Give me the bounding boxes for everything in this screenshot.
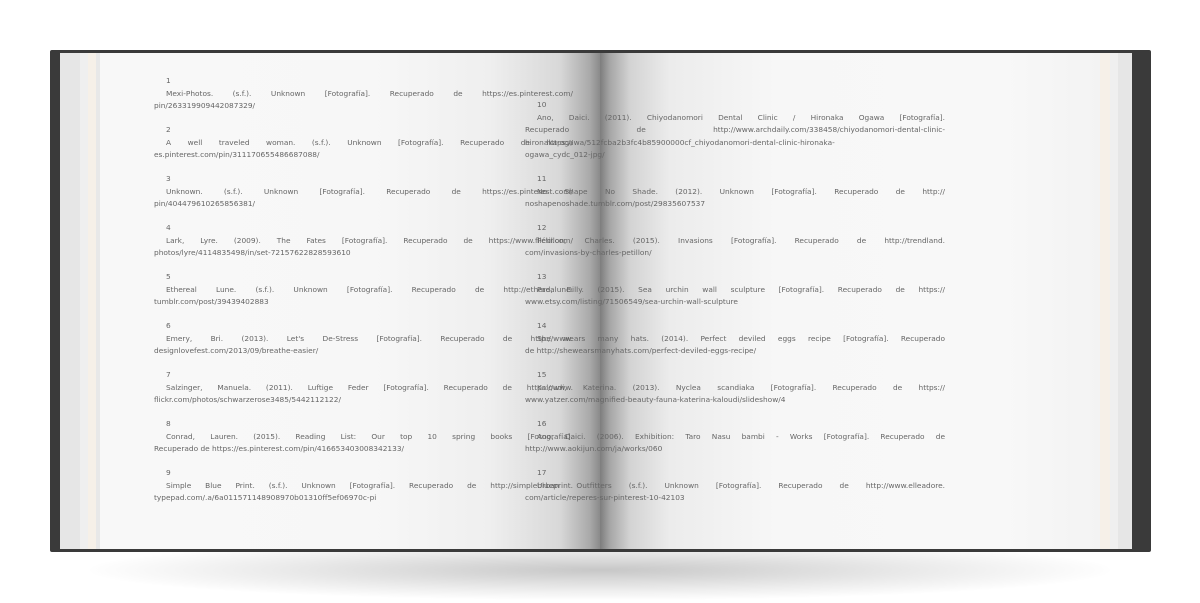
reference-text-line: Conrad, Lauren. (2015). Reading List: Our top 10 spring books [Fotografía].: [166, 431, 573, 441]
reference-item: [154, 369, 573, 407]
reference-text-line: Emery, Bri. (2013). Let's De-Stress [Fotografía]. Recuperado de http://www.: [166, 333, 573, 343]
reference-number: 6: [166, 321, 171, 330]
reference-text-line: Unknown. (s.f.). Unknown [Fotografía]. Recuperado de https://es.pinterest.com/: [166, 186, 573, 196]
reference-item: [525, 369, 945, 407]
reference-text-line: Lark, Lyre. (2009). The Fates [Fotografía]. Recuperado de https://www.flickr.com/: [166, 235, 573, 245]
reference-text-line: com/article/reperes-sur-pinterest-10-42103: [525, 493, 685, 503]
reference-item: [525, 173, 945, 211]
reference-number: 9: [166, 468, 171, 477]
reference-text-line: Ano, Daici. (2011). Chiyodanomori Dental Clinic / Hironaka Ogawa [Fotografía].: [537, 112, 945, 122]
reference-item: [154, 124, 573, 162]
reference-text-line: Recuperado de https://es.pinterest.com/pin/416653403008342133/: [154, 444, 405, 454]
reference-text-line: www.yatzer.com/magnified-beauty-fauna-katerina-kaloudi/slideshow/4: [525, 395, 786, 405]
reference-number: 13: [537, 272, 547, 281]
reference-number: 17: [537, 468, 547, 477]
reference-text-line: Simple Blue Print. (s.f.). Unknown [Fotografía]. Recuperado de http://simpleblueprint.: [166, 480, 573, 490]
reference-item: [154, 467, 573, 505]
reference-item: [525, 467, 945, 505]
reference-item: [154, 418, 573, 456]
reference-text-line: Pétillon, Charles. (2015). Invasions [Fotografía]. Recuperado de http://trendland.: [537, 235, 945, 245]
reference-text-line: http://www.aokijun.com/ja/works/060: [525, 444, 663, 454]
reference-item: [154, 173, 573, 211]
reference-item: [154, 222, 573, 260]
reference-number: 14: [537, 321, 547, 330]
reference-text-line: Ano, Daici. (2006). Exhibition: Taro Nasu bambi - Works [Fotografía]. Recuperado de: [537, 431, 945, 441]
reference-text-line: She wears many hats. (2014). Perfect deviled eggs recipe [Fotografía]. Recuperado: [537, 333, 945, 343]
reference-item: [525, 99, 945, 162]
reference-text-line: photos/lyre/4114835498/in/set-72157622828593610: [154, 248, 351, 258]
reference-number: 8: [166, 419, 171, 428]
reference-text-line: Ethereal Lune. (s.f.). Unknown [Fotografía]. Recuperado de http://etherealune.: [166, 284, 573, 294]
reference-text-line: Salzinger, Manuela. (2011). Luftige Feder [Fotografía]. Recuperado de https://www.: [166, 382, 573, 392]
reference-number: 2: [166, 125, 171, 134]
reference-number: 15: [537, 370, 547, 379]
reference-item: [154, 271, 573, 309]
reference-item: [525, 418, 945, 456]
reference-text-line: de http://shewearsmanyhats.com/perfect-deviled-eggs-recipe/: [525, 346, 757, 356]
reference-item: [525, 271, 945, 309]
reference-text-line: noshapenoshade.tumblr.com/post/29835607537: [525, 199, 706, 209]
reference-text-line: designlovefest.com/2013/09/breathe-easier/: [154, 346, 319, 356]
reference-text-line: Urban Outfitters (s.f.). Unknown [Fotografía]. Recuperado de http://www.elleadore.: [537, 480, 945, 490]
reference-number: 11: [537, 174, 547, 183]
reference-text-line: ogawa_cydc_012-jpg/: [525, 150, 605, 160]
page-edge-right-3: [1118, 53, 1132, 549]
reference-text-line: hironaka-ogawa/512fcba2b3fc4b85900000cf_chiyodanomori-dental-clinic-hironaka-: [525, 137, 835, 147]
reference-item: [154, 75, 573, 113]
reference-number: 16: [537, 419, 547, 428]
reference-text-line: No Shape No Shade. (2012). Unknown [Fotografía]. Recuperado de http://: [537, 186, 945, 196]
reference-number: 5: [166, 272, 171, 281]
reference-text-line: typepad.com/.a/6a011571148908970b01310ff5ef06970c-pi: [154, 493, 377, 503]
reference-number: 1: [166, 76, 171, 85]
reference-text-line: flickr.com/photos/schwarzerose3485/5442112122/: [154, 395, 341, 405]
reference-number: 7: [166, 370, 171, 379]
reference-text-line: Recuperado de http://www.archdaily.com/338458/chiyodanomori-dental-clinic-: [525, 125, 945, 135]
reference-item: [525, 222, 945, 260]
reference-text-line: Kaloudi, Katerina. (2013). Nyclea scandiaka [Fotografía]. Recuperado de https://: [537, 382, 945, 392]
reference-text-line: tumblr.com/post/39439402883: [154, 297, 269, 307]
reference-item: [525, 320, 945, 358]
reference-item: [154, 320, 573, 358]
reference-number: 10: [537, 100, 547, 109]
reference-text-line: A well traveled woman. (s.f.). Unknown [Fotografía]. Recuperado de https://: [166, 137, 573, 147]
reference-text-line: Mexi-Photos. (s.f.). Unknown [Fotografía]. Recuperado de https://es.pinterest.com/: [166, 88, 573, 98]
reference-text-line: pin/263319909442087329/: [154, 101, 256, 111]
reference-text-line: es.pinterest.com/pin/311170655486687088/: [154, 150, 320, 160]
reference-number: 3: [166, 174, 171, 183]
reference-number: 4: [166, 223, 171, 232]
reference-text-line: www.etsy.com/listing/71506549/sea-urchin-wall-sculpture: [525, 297, 738, 307]
reference-text-line: pin/404479610265856381/: [154, 199, 256, 209]
reference-text-line: com/invasions-by-charles-petillon/: [525, 248, 652, 258]
reference-number: 12: [537, 223, 547, 232]
reference-text-line: Pad, Dilly. (2015). Sea urchin wall sculpture [Fotografía]. Recuperado de https://: [537, 284, 945, 294]
